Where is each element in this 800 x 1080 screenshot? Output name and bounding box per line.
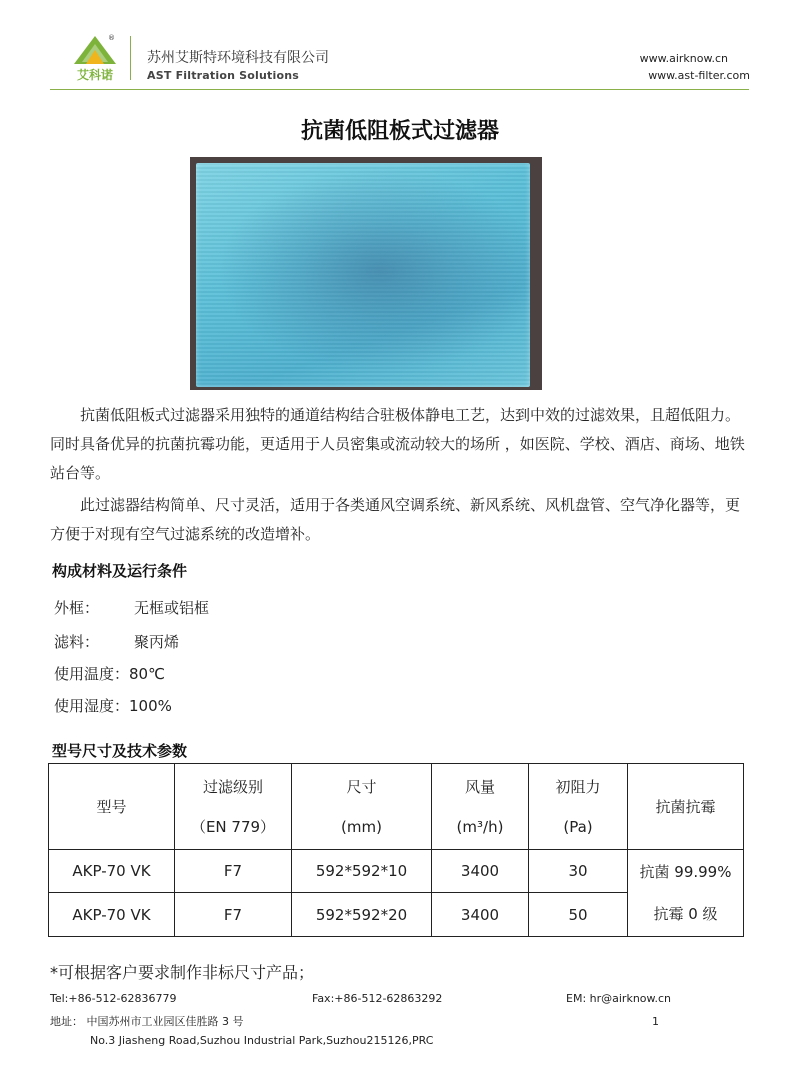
header-antibacterial: 抗菌抗霉 [628,764,744,850]
usage-paragraph: 此过滤器结构简单、尺寸灵活，适用于各类通风空调系统、新风系统、风机盘管、空气净化器等，更方便于对现有空气过滤系统的改造增补。 [50,496,741,543]
header-resistance: 初阻力 (Pa) [529,764,628,850]
header-divider [130,36,131,80]
company-name-cn: 苏州艾斯特环境科技有限公司 [147,50,329,66]
cell-airflow: 3400 [432,893,529,937]
header-size: 尺寸 (mm) [292,764,432,850]
cell-grade: F7 [175,850,292,893]
section-heading-table: 型号尺寸及技术参数 [52,742,188,760]
header-model: 型号 [49,764,175,850]
cell-resistance: 50 [529,893,628,937]
spec-label: 使用温度： [54,665,130,683]
spec-value: 80℃ [129,665,165,683]
footer-tel: Tel:+86-512-62836779 [50,992,177,1005]
cell-grade: F7 [175,893,292,937]
registered-mark: ® [108,34,115,42]
page-number: 1 [652,1015,659,1028]
header-rule [50,89,749,90]
spec-row-frame [54,597,209,618]
cell-airflow: 3400 [432,850,529,893]
logo-text: 艾科诺 [76,68,114,82]
spec-table [48,763,744,937]
footer-email[interactable]: EM: hr@airknow.cn [566,992,672,1005]
footer-fax: Fax:+86-512-62863292 [312,992,443,1005]
intro-paragraph: 抗菌低阻板式过滤器采用独特的通道结构结合驻极体静电工艺，达到中效的过滤效果，且超低阻力。同时具备优异的抗菌抗霉功能，更适用于人员密集或流动较大的场所 ，如医院、学校、酒店、商场、地铁站台等。 [50,406,745,482]
cell-size: 592*592*10 [292,850,432,893]
table-row [49,850,744,893]
spec-label: 滤料： [54,633,100,651]
spec-value: 聚丙烯 [134,633,180,651]
spec-row-temperature [54,663,165,684]
header-airflow: 风量 (m³/h) [432,764,529,850]
custom-size-note: *可根据客户要求制作非标尺寸产品； [50,963,315,982]
header-grade: 过滤级别 （EN 779） [175,764,292,850]
footer-address-en: No.3 Jiasheng Road,Suzhou Industrial Park,Suzhou215126,PRC [90,1034,434,1047]
filter-panel-image [196,163,530,387]
spec-value: 100% [129,697,172,715]
document-title: 抗菌低阻板式过滤器 [300,119,499,144]
website-link-1[interactable]: www.airknow.cn [639,52,728,65]
footer-address-cn: 地址： 中国苏州市工业园区佳胜路 3 号 [50,1015,244,1028]
cell-size: 592*592*20 [292,893,432,937]
cell-model: AKP-70 VK [49,893,175,937]
table-header-row [49,764,744,850]
website-link-2[interactable]: www.ast-filter.com [648,69,750,82]
cell-antibacterial: 抗菌 99.99% 抗霉 0 级 [628,850,744,937]
company-name-en: AST Filtration Solutions [147,69,300,82]
spec-value: 无框或铝框 [134,599,210,617]
cell-resistance: 30 [529,850,628,893]
spec-row-media [54,631,179,652]
cell-model: AKP-70 VK [49,850,175,893]
product-photo [190,157,542,390]
spec-row-humidity [54,695,172,716]
section-heading-materials: 构成材料及运行条件 [52,562,188,580]
spec-label: 外框： [54,599,100,617]
spec-label: 使用湿度： [54,697,130,715]
